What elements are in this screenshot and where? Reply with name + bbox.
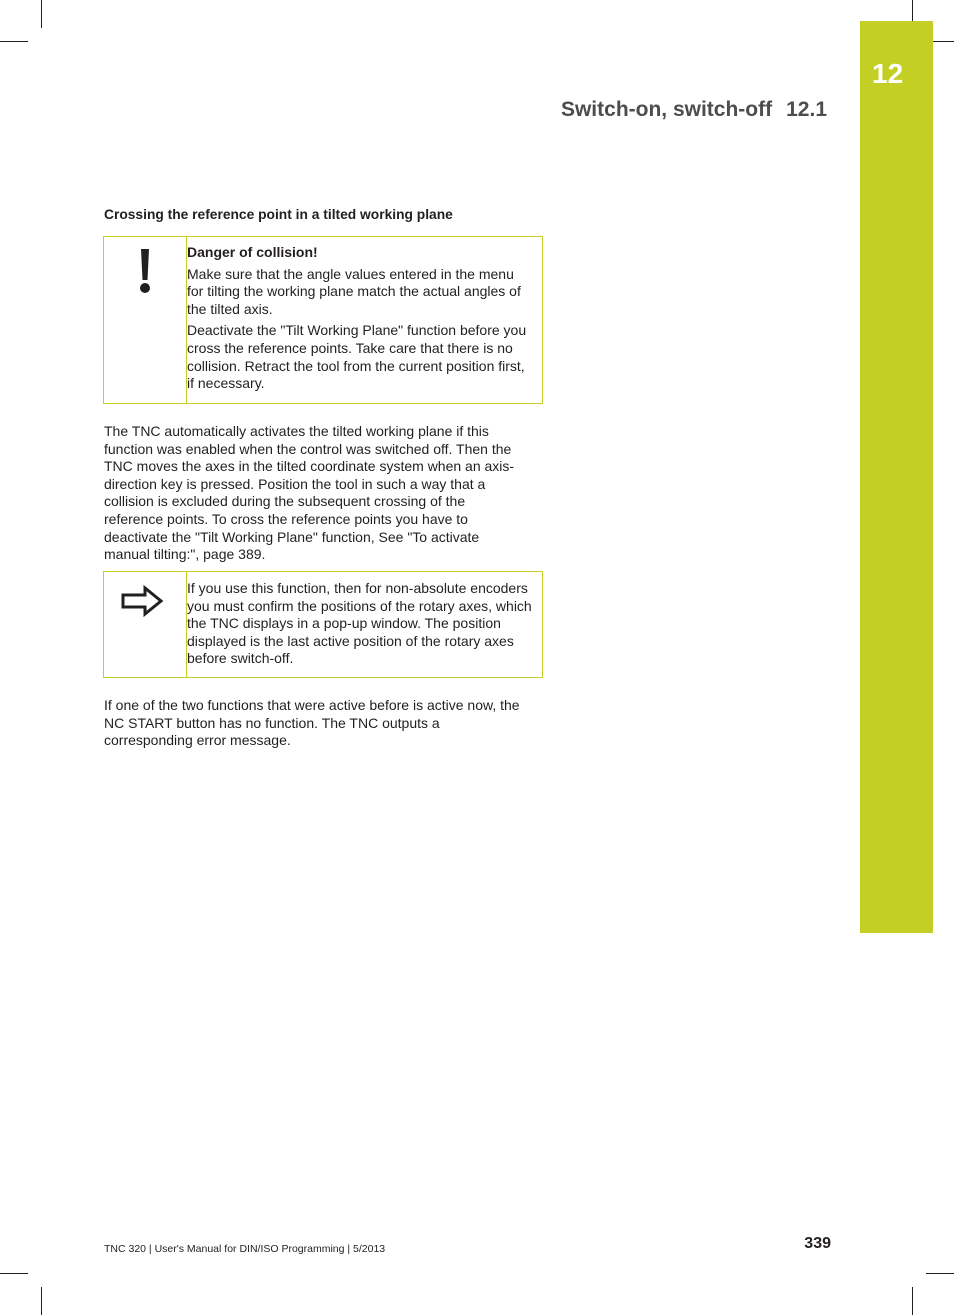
chapter-number: 12	[872, 58, 904, 89]
info-note	[103, 571, 543, 678]
note-text: If you use this function, then for non-absolute encoders you must confirm the positions of the rotary axes, which the TNC displays in a pop-up window. The position displayed is the last active position of the rotary axes before switch-off.	[187, 580, 532, 667]
note-body	[187, 572, 542, 668]
exclamation-icon	[138, 249, 152, 295]
header-section: 12.1	[786, 98, 827, 121]
body-paragraph: The TNC automatically activates the tilted working plane if this function was enabled when the control was switched off. Then the TNC moves the axes in the tilted coordinate system when an axis-direction key is pressed. Position the tool in such a way that a collision is excluded during the subsequent crossing of the reference points. To cross the reference points you have to deactivate the "Tilt Working Plane" function, See "To activate manual tilting:", page 389.	[104, 423, 515, 563]
crop-mark	[926, 1273, 954, 1274]
note-icon-column	[104, 572, 187, 677]
note-icon-column	[104, 237, 187, 403]
note-paragraph: Make sure that the angle values entered in the menu for tilting the working plane match the actual angles of the tilted axis.	[187, 265, 521, 317]
body-paragraph: If one of the two functions that were active before is active now, the NC START button has no function. The TNC outputs a corresponding error message.	[104, 697, 520, 749]
chapter-tab	[860, 21, 933, 933]
crop-mark	[41, 1287, 42, 1315]
subheading: Crossing the reference point in a tilted working plane	[104, 207, 453, 222]
arrow-right-icon	[121, 585, 165, 617]
page-number: 339	[804, 1235, 831, 1252]
header-title: Switch-on, switch-off	[560, 98, 773, 121]
note-body	[187, 237, 542, 393]
footer-text: TNC 320 | User's Manual for DIN/ISO Programming | 5/2013	[104, 1243, 386, 1255]
crop-mark	[912, 1287, 913, 1315]
crop-mark	[0, 41, 28, 42]
running-header	[561, 98, 827, 122]
note-title: Danger of collision!	[187, 244, 318, 260]
note-paragraph: Deactivate the "Tilt Working Plane" function before you cross the reference points. Take care that there is no collision. Retract the tool from the current position first, if necessary.	[187, 322, 527, 392]
danger-note	[103, 236, 543, 404]
crop-mark	[0, 1273, 28, 1274]
crop-mark	[41, 0, 42, 28]
